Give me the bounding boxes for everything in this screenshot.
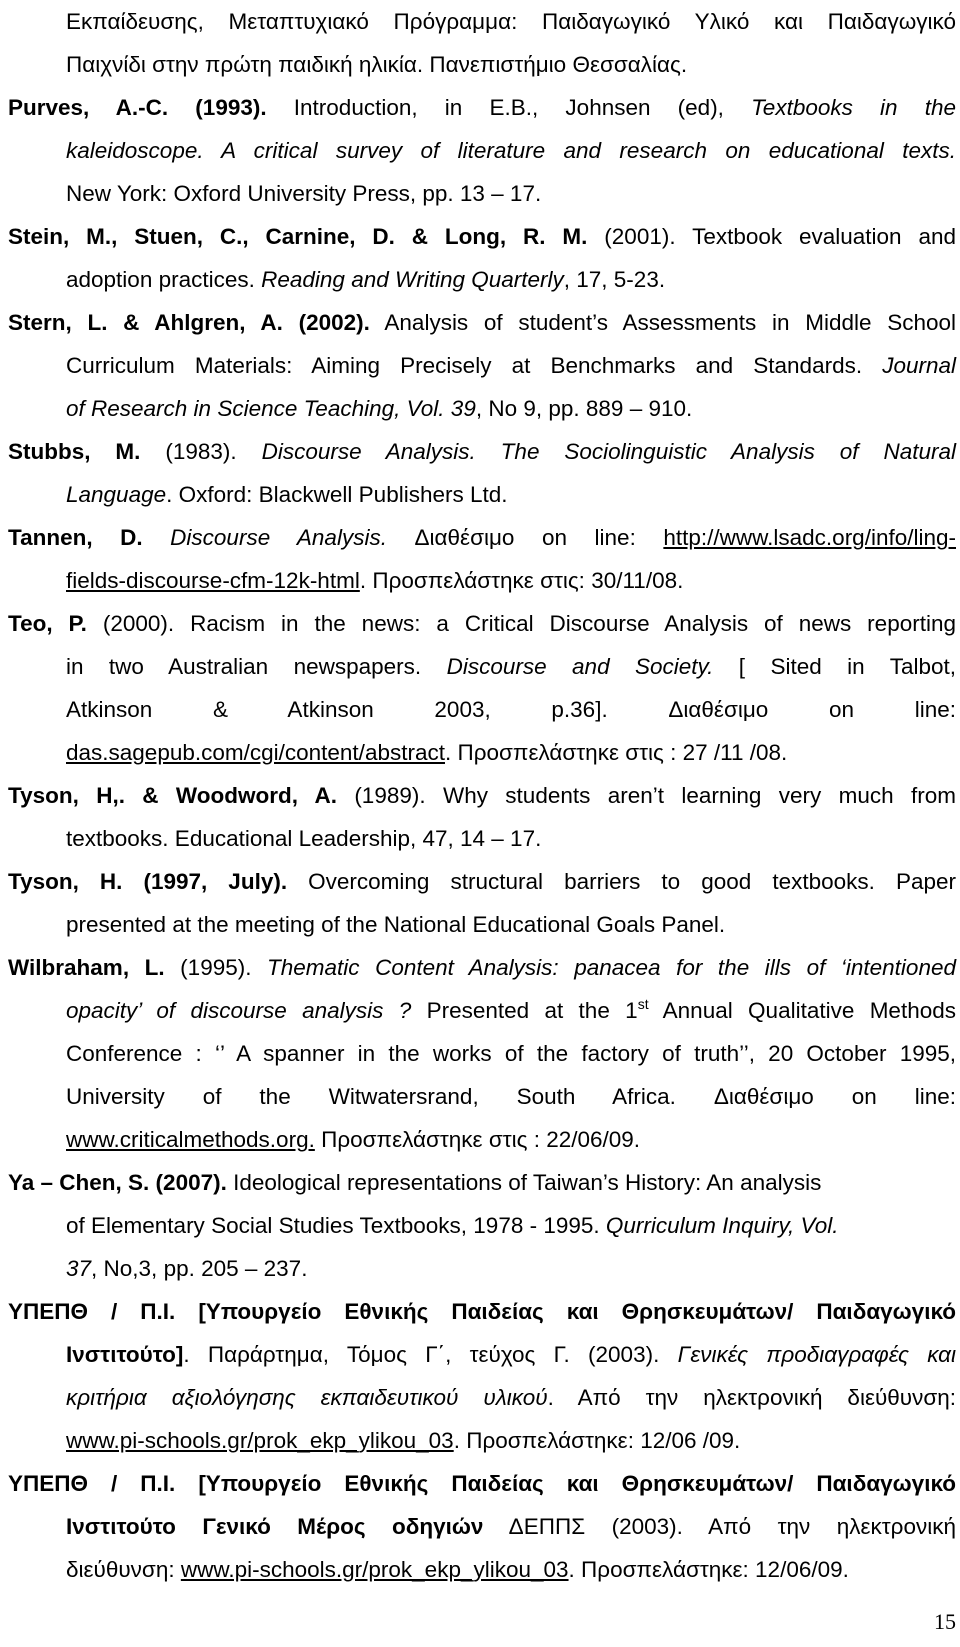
reference-line: Stein, M., Stuen, C., Carnine, D. & Long, R. M. (2001). Textbook evaluation and (8, 224, 956, 249)
reference-line: Conference : ‘’ A spanner in the works of the factory of truth’’, 20 October 1995, (66, 1041, 956, 1066)
reference-line: Teo, P. (2000). Racism in the news: a Critical Discourse Analysis of news reporting (8, 611, 956, 636)
reference-entry (8, 1161, 956, 1290)
reference-entry (8, 774, 956, 860)
reference-line: Tyson, H. (1997, July). Overcoming structural barriers to good textbooks. Paper (8, 869, 956, 894)
reference-line: Stubbs, M. (1983). Discourse Analysis. The Sociolinguistic Analysis of Natural (8, 439, 956, 464)
page-number: 15 (934, 1609, 956, 1634)
reference-entry (8, 1462, 956, 1591)
reference-entry (8, 430, 956, 516)
reference-line: in two Australian newspapers. Discourse and Society. [ Sited in Talbot, (66, 654, 956, 679)
reference-line: www.pi-schools.gr/prok_ekp_ylikou_03. Προσπελάστηκε: 12/06 /09. (66, 1428, 741, 1453)
reference-line: das.sagepub.com/cgi/content/abstract. Προσπελάστηκε στις : 27 /11 /08. (66, 740, 788, 765)
reference-line: Ya – Chen, S. (2007). Ideological representations of Taiwan’s History: An analysis (8, 1170, 822, 1195)
reference-line: Tannen, D. Discourse Analysis. Διαθέσιμο on line: http://www.lsadc.org/info/ling- (8, 525, 956, 550)
reference-entry (8, 1290, 956, 1462)
reference-line: Atkinson & Atkinson 2003, p.36]. Διαθέσιμο on line: (66, 697, 956, 722)
reference-entry (8, 0, 956, 86)
reference-line: Stern, L. & Ahlgren, A. (2002). Analysis of student’s Assessments in Middle School (8, 310, 956, 335)
reference-line: adoption practices. Reading and Writing Quarterly, 17, 5-23. (66, 267, 666, 292)
reference-line: Ινστιτούτο]. Παράρτημα, Τόμος Γ΄, τεύχος Γ. (2003). Γενικές προδιαγραφές και (66, 1342, 956, 1367)
reference-line: Tyson, H,. & Woodword, A. (1989). Why students aren’t learning very much from (8, 783, 956, 808)
reference-line: presented at the meeting of the National Educational Goals Panel. (66, 912, 726, 937)
reference-line: ΥΠΕΠΘ / Π.Ι. [Υπουργείο Εθνικής Παιδείας και Θρησκευμάτων/ Παιδαγωγικό (8, 1471, 956, 1496)
reference-line: opacity’ of discourse analysis ? Presented at the 1st Annual Qualitative Methods (66, 996, 956, 1023)
reference-entry (8, 602, 956, 774)
reference-line: Εκπαίδευσης, Μεταπτυχιακό Πρόγραμμα: Παιδαγωγικό Υλικό και Παιδαγωγικό (66, 9, 956, 34)
reference-line: textbooks. Educational Leadership, 47, 14 – 17. (66, 826, 542, 851)
reference-line: of Elementary Social Studies Textbooks, 1978 - 1995. Qurriculum Inquiry, Vol. (66, 1213, 839, 1238)
reference-line: διεύθυνση: www.pi-schools.gr/prok_ekp_ylikou_03. Προσπελάστηκε: 12/06/09. (66, 1557, 849, 1582)
reference-entry (8, 86, 956, 215)
reference-entry (8, 946, 956, 1161)
reference-line: New York: Oxford University Press, pp. 13 – 17. (66, 181, 542, 206)
reference-line: κριτήρια αξιολόγησης εκπαιδευτικού υλικού. Από την ηλεκτρονική διεύθυνση: (66, 1385, 957, 1410)
reference-line: fields-discourse-cfm-12k-html. Προσπελάστηκε στις: 30/11/08. (66, 568, 684, 593)
reference-line: 37, No,3, pp. 205 – 237. (66, 1256, 308, 1281)
reference-line: of Research in Science Teaching, Vol. 39, No 9, pp. 889 – 910. (66, 396, 693, 421)
reference-line: Wilbraham, L. (1995). Thematic Content Analysis: panacea for the ills of ‘intentioned (8, 955, 956, 980)
reference-entry (8, 301, 956, 430)
reference-entry (8, 860, 956, 946)
reference-line: Language. Oxford: Blackwell Publishers Ltd. (66, 482, 508, 507)
reference-line: Παιχνίδι στην πρώτη παιδική ηλικία. Πανεπιστήμιο Θεσσαλίας. (66, 52, 688, 77)
reference-line: www.criticalmethods.org. Προσπελάστηκε στις : 22/06/09. (66, 1127, 641, 1152)
reference-entry (8, 215, 956, 301)
reference-line: Ινστιτούτο Γενικό Μέρος οδηγιών ΔΕΠΠΣ (2003). Από την ηλεκτρονική (66, 1514, 956, 1539)
reference-line: ΥΠΕΠΘ / Π.Ι. [Υπουργείο Εθνικής Παιδείας και Θρησκευμάτων/ Παιδαγωγικό (8, 1299, 956, 1324)
reference-entry (8, 516, 956, 602)
reference-line: University of the Witwatersrand, South Africa. Διαθέσιμο on line: (66, 1084, 956, 1109)
reference-line: kaleidoscope. A critical survey of literature and research on educational texts. (66, 138, 956, 163)
reference-line: Curriculum Materials: Aiming Precisely at Benchmarks and Standards. Journal (66, 353, 956, 378)
reference-line: Purves, A.-C. (1993). Introduction, in E.B., Johnsen (ed), Textbooks in the (8, 95, 957, 120)
